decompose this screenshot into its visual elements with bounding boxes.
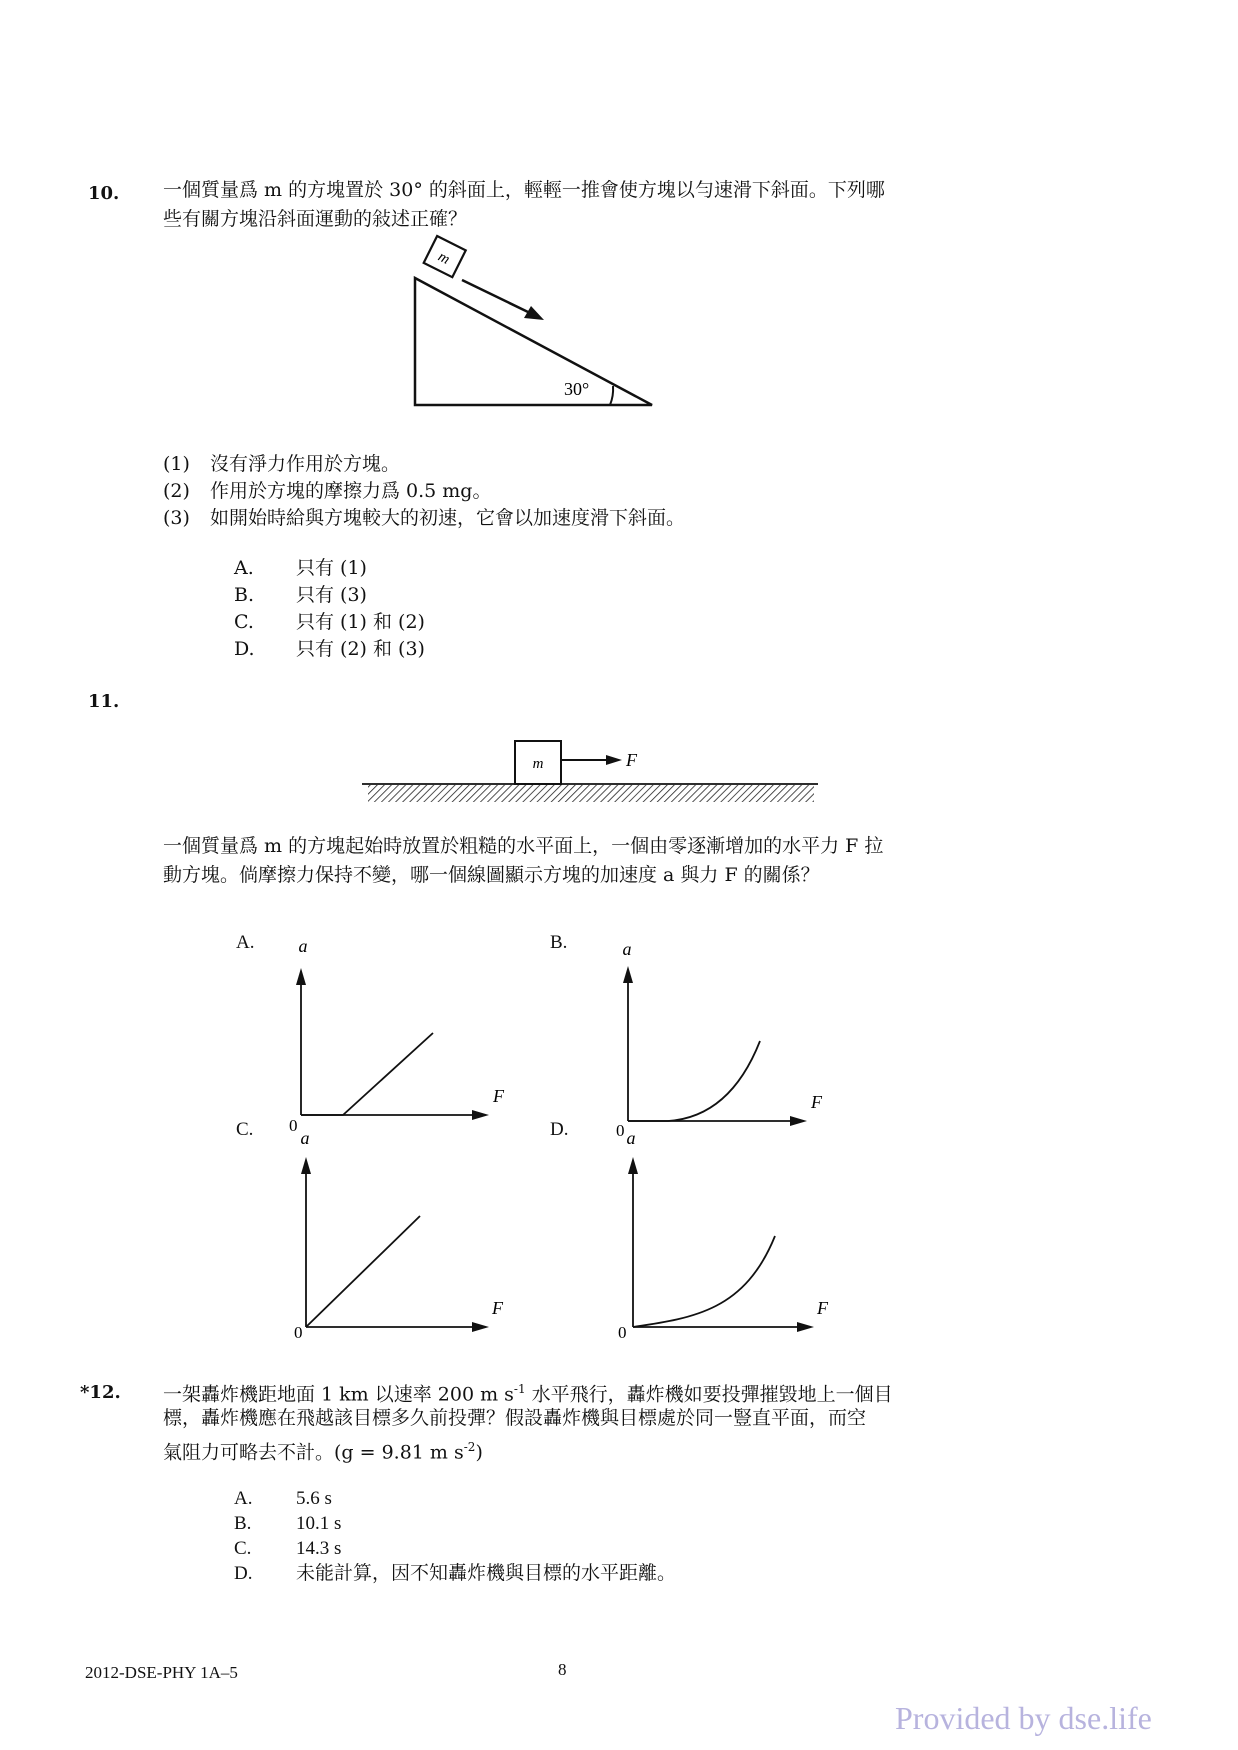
paper-code: 2012-DSE-PHY 1A–5 — [85, 1663, 238, 1682]
q10-statement-1-text: 沒有淨力作用於方塊。 — [209, 453, 400, 475]
option-text: 10.1 s — [296, 1513, 342, 1534]
force-label: F — [626, 750, 637, 770]
rough-surface-hatching — [368, 785, 814, 802]
graph-b-origin: 0 — [616, 1121, 625, 1140]
q12-stem-line3 — [163, 1433, 483, 1467]
incline-block-label: m — [435, 248, 453, 268]
q12-stem-line3-sup: -2 — [463, 1440, 476, 1454]
option-letter: D. — [234, 1563, 253, 1584]
graph-c-curve — [306, 1216, 420, 1327]
q10-statement-3-num: (3) — [163, 507, 190, 529]
graph-a-x-label: F — [493, 1086, 504, 1106]
q10-option-c — [234, 608, 425, 637]
graph-c-x-label: F — [492, 1298, 503, 1318]
q10-statement-2 — [163, 477, 491, 506]
graph-b — [600, 935, 825, 1140]
q11-number: 11. — [88, 691, 120, 712]
q12-stem-line1-part1: 一架轟炸機距地面 1 km 以速率 200 m s — [163, 1383, 514, 1406]
option-text: 只有 (2) 和 (3) — [296, 638, 425, 660]
force-arrowhead — [606, 755, 622, 765]
q10-option-d — [234, 635, 425, 664]
graph-b-letter: B. — [550, 932, 568, 953]
graph-a-curve — [301, 1033, 433, 1115]
q11-stem-line2: 動方塊。倘摩擦力保持不變，哪一個線圖顯示方塊的加速度 a 與力 F 的關係？ — [163, 864, 820, 886]
incline-block — [424, 236, 466, 277]
graph-d-letter: D. — [550, 1119, 569, 1140]
q12-number: *12. — [80, 1382, 121, 1403]
option-text: 只有 (1) 和 (2) — [296, 611, 425, 633]
option-text: 未能計算，因不知轟炸機與目標的水平距離。 — [296, 1562, 677, 1584]
q12-option-d — [234, 1559, 676, 1588]
q10-statement-3-text: 如開始時給與方塊較大的初速，它會以加速度滑下斜面。 — [209, 507, 685, 529]
option-text: 只有 (1) — [296, 557, 367, 579]
graph-c-y-label: a — [300, 1128, 310, 1148]
page-number: 8 — [558, 1660, 567, 1679]
option-letter: A. — [234, 1488, 253, 1509]
graph-c-letter: C. — [236, 1119, 254, 1140]
q10-option-a — [234, 554, 367, 583]
graph-c — [285, 1128, 510, 1342]
option-letter: B. — [234, 584, 255, 606]
q10-statement-2-num: (2) — [163, 480, 190, 502]
surface-block-label: m — [532, 756, 544, 772]
q10-number: 10. — [88, 183, 120, 204]
q10-option-b — [234, 581, 367, 610]
option-text: 14.3 s — [296, 1538, 342, 1559]
q10-statement-2-text: 作用於方塊的摩擦力爲 0.5 mg。 — [209, 480, 492, 502]
option-letter: D. — [234, 638, 255, 660]
graph-d-x-label: F — [817, 1298, 828, 1318]
q12-stem-line1-part2: 水平飛行，轟炸機如要投彈摧毀地上一個目 — [525, 1383, 893, 1406]
graph-c-origin: 0 — [294, 1323, 303, 1342]
watermark: Provided by dse.life — [895, 1700, 1152, 1736]
slide-direction-arrowhead — [524, 306, 544, 320]
graph-b-y-label: a — [622, 939, 632, 959]
q12-stem-line1-sup: -1 — [513, 1382, 526, 1396]
option-text: 5.6 s — [296, 1488, 332, 1509]
graph-a-letter: A. — [236, 932, 255, 953]
option-letter: B. — [234, 1513, 252, 1534]
q10-statement-1-num: (1) — [163, 453, 190, 475]
option-letter: C. — [234, 611, 254, 633]
graph-d-origin: 0 — [618, 1323, 627, 1342]
option-letter: C. — [234, 1538, 252, 1559]
q12-stem-line3-part2: ) — [475, 1441, 483, 1464]
incline-diagram — [400, 250, 670, 415]
horizontal-surface-diagram — [360, 738, 820, 808]
graph-a — [285, 930, 510, 1135]
q10-statement-3 — [163, 504, 685, 533]
graph-b-curve — [628, 1041, 760, 1121]
graph-b-x-label: F — [811, 1092, 822, 1112]
q12-stem-line2: 標，轟炸機應在飛越該目標多久前投彈？假設轟炸機與目標處於同一豎直平面，而空 — [163, 1407, 867, 1429]
q11-stem-line1: 一個質量爲 m 的方塊起始時放置於粗糙的水平面上，一個由零逐漸增加的水平力 F 拉 — [163, 835, 884, 857]
q12-stem-line3-part1: 氣阻力可略去不計。(g = 9.81 m s — [163, 1441, 464, 1464]
q10-stem-line2: 些有關方塊沿斜面運動的敍述正確？ — [163, 208, 468, 230]
option-text: 只有 (3) — [296, 584, 367, 606]
q10-stem-line1: 一個質量爲 m 的方塊置於 30° 的斜面上，輕輕一推會使方塊以勻速滑下斜面。下列哪 — [163, 179, 885, 201]
q10-statement-1 — [163, 450, 400, 479]
graph-d — [600, 1128, 828, 1342]
graph-a-y-label: a — [298, 936, 308, 956]
graph-d-curve — [633, 1236, 775, 1327]
incline-angle-label: 30° — [564, 379, 590, 399]
graph-a-origin: 0 — [289, 1116, 298, 1135]
graph-d-y-label: a — [626, 1128, 636, 1148]
option-letter: A. — [234, 557, 254, 579]
